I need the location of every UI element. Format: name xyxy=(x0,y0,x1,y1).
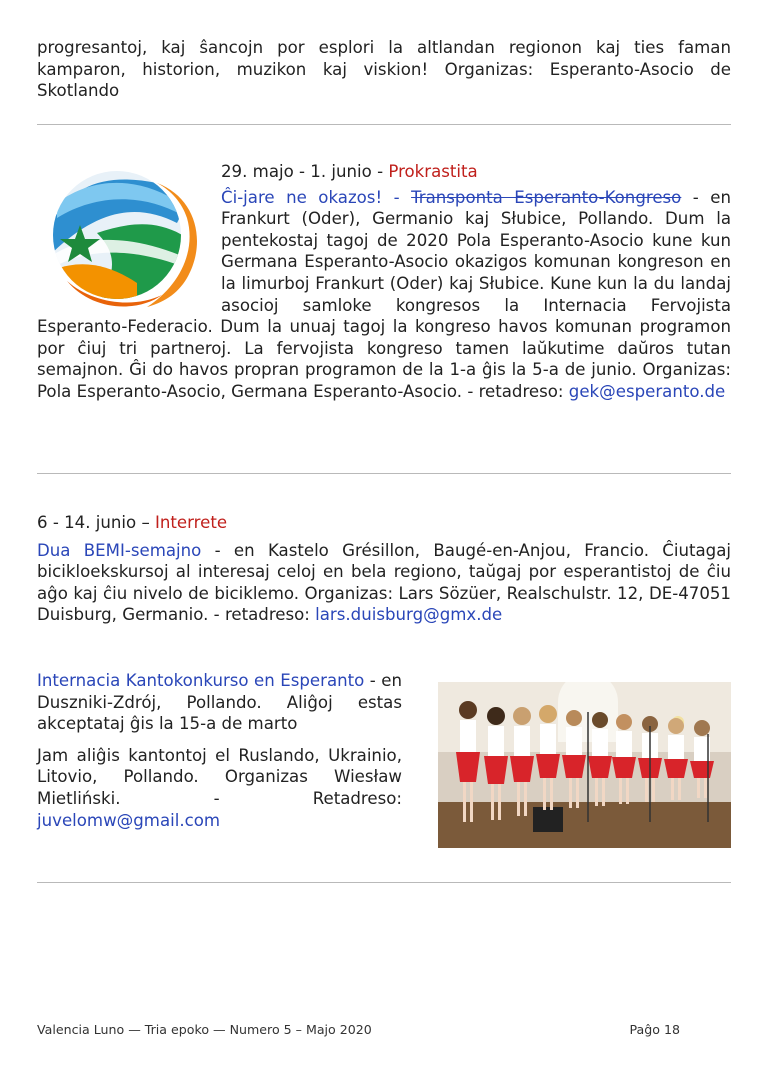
esperanto-globe-logo xyxy=(37,163,215,311)
intro-text: progresantoj, kaj ŝancojn por esplori la altlandan regionon kaj ties faman kamparon, historion, muzikon kaj viskion! Organizas: Esperanto-Asocio de Skotlando xyxy=(37,38,731,101)
event2-date: 6 - 14. junio – xyxy=(37,513,156,532)
event3-title-link[interactable]: Internacia Kantokonkurso en Esperanto xyxy=(37,671,365,690)
footer-page-number: Paĝo 18 xyxy=(629,1022,680,1037)
divider-2 xyxy=(37,473,731,474)
event3-body: - en Duszniki-Zdrój, Pollando. Aliĝoj estas akceptataj ĝis la 15-a de marto xyxy=(37,671,402,734)
event1-title-separator: - xyxy=(382,187,412,207)
event3-description-2 xyxy=(37,745,402,831)
event-prokrastita xyxy=(37,161,731,403)
event2-email-link[interactable]: lars.duisburg@gmx.de xyxy=(315,605,503,625)
event2-body: - en Kastelo Grésillon, Baugé-en-Anjou, Francio. Ĉiutagaj bicikloekskursoj al interesaj celoj en bela regiono, taŭgaj por esperantistoj de ĉiu aĝo kaj ĉiu nivelo de biciklemo. Organizas: Lars Sözüer, Realschulstr. 12, DE-47051 Duisburg, Germanio. - retadreso: xyxy=(37,540,731,625)
event-interrete xyxy=(37,512,731,626)
event1-date: 29. majo - 1. junio - xyxy=(221,162,389,181)
footer-publication: Valencia Luno — Tria epoko — Numero 5 – Majo 2020 xyxy=(37,1022,372,1037)
event1-struck-title-link[interactable]: Transponta Esperanto-Kongreso xyxy=(411,187,682,207)
event2-category: Interrete xyxy=(155,513,228,532)
event2-date-line xyxy=(37,512,731,534)
event1-email-link[interactable]: gek@esperanto.de xyxy=(568,381,726,401)
event1-title-link[interactable]: Ĉi-jare ne okazos! xyxy=(221,187,383,207)
event3-description xyxy=(37,670,402,735)
choir-photo xyxy=(438,682,731,848)
event2-title-link[interactable]: Dua BEMI-semajno xyxy=(37,540,202,560)
event3-body2: Jam aliĝis kantontoj el Ruslando, Ukrainio, Litovio, Pollando. Organizas Wiesław Mietliński. - Retadreso: xyxy=(37,745,402,808)
event3-email-link[interactable]: juvelomw@gmail.com xyxy=(37,810,221,830)
event2-description xyxy=(37,540,731,626)
divider-3 xyxy=(37,882,731,883)
event1-body: - en Frankurt (Oder), Germanio kaj Słubice, Pollando. Dum la pentekostaj tagoj de 2020 Pola Esperanto-Asocio kune kun Germana Esperanto-Asocio okazigos komunan kongreson en la limurboj Frankurt (Oder) kaj Słubice. Kune kun la du landaj asocioj samloke kongresos la Internacia Fervojista Esperanto-Federacio. Dum la unuaj tagoj la kongreso havos komunan programon por ĉiuj tri partneroj. La fervojista kongreso tamen laŭkutime daŭros tutan semajnon. Ĝi do havos propran programon de la 1-a ĝis la 5-a de junio. Organizas: Pola Esperanto-Asocio, Germana Esperanto-Asocio. - retadreso: xyxy=(37,187,731,401)
intro-paragraph xyxy=(37,37,731,102)
event-kantokonkurso xyxy=(37,670,402,841)
event1-category: Prokrastita xyxy=(388,162,478,181)
divider-1 xyxy=(37,124,731,125)
